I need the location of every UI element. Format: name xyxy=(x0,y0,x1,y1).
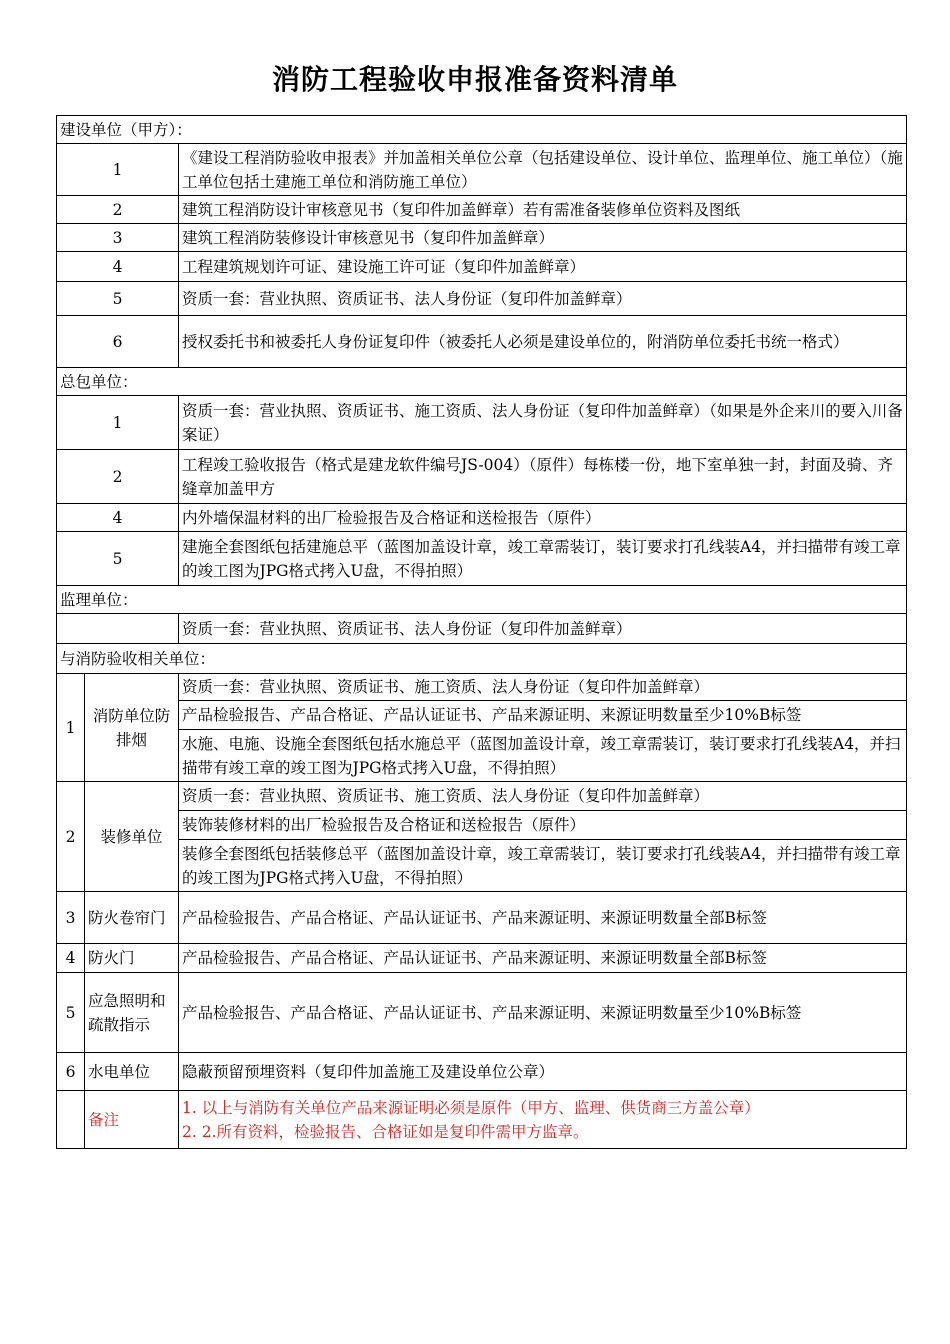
section-header-jianshe: 建设单位（甲方）： xyxy=(57,116,907,144)
row-number: 1 xyxy=(57,396,179,450)
section-header-row xyxy=(57,368,907,396)
table-row xyxy=(57,252,907,282)
row-text: 工程建筑规划许可证、建设施工许可证（复印件加盖鲜章） xyxy=(179,252,907,282)
remarks-content xyxy=(179,1091,907,1149)
row-number: 2 xyxy=(57,196,179,224)
row-number: 1 xyxy=(57,144,179,196)
table-row xyxy=(57,450,907,504)
row-text: 水施、电施、设施全套图纸包括水施总平（蓝图加盖设计章，竣工章需装订，装订要求打孔线装A4，并扫描带有竣工章的竣工图为JPG格式拷入U盘，不得拍照） xyxy=(179,730,907,782)
table-row xyxy=(57,730,907,782)
table-row xyxy=(57,1053,907,1091)
row-text: 资质一套：营业执照、资质证书、施工资质、法人身份证（复印件加盖鲜章） xyxy=(179,674,907,701)
group-unit: 防火门 xyxy=(85,944,179,973)
table-row xyxy=(57,396,907,450)
row-text: 装饰装修材料的出厂检验报告及合格证和送检报告（原件） xyxy=(179,811,907,840)
group-number: 1 xyxy=(57,674,85,782)
table-row xyxy=(57,224,907,252)
row-number: 4 xyxy=(57,504,179,532)
row-number: 4 xyxy=(57,252,179,282)
group-number: 3 xyxy=(57,892,85,944)
table-row xyxy=(57,973,907,1053)
table-row xyxy=(57,782,907,811)
row-text: 《建设工程消防验收申报表》并加盖相关单位公章（包括建设单位、设计单位、监理单位、施工单位）（施工单位包括土建施工单位和消防施工单位） xyxy=(179,144,907,196)
row-number: 2 xyxy=(57,450,179,504)
row-text: 资质一套：营业执照、资质证书、法人身份证（复印件加盖鲜章） xyxy=(179,614,907,644)
table-row xyxy=(57,674,907,701)
table-row xyxy=(57,892,907,944)
row-text: 建筑工程消防装修设计审核意见书（复印件加盖鲜章） xyxy=(179,224,907,252)
page-title: 消防工程验收申报准备资料清单 xyxy=(271,63,678,96)
remark-line: 2. 2.所有资料，检验报告、合格证如是复印件需甲方监章。 xyxy=(182,1122,589,1141)
row-text: 装修全套图纸包括装修总平（蓝图加盖设计章，竣工章需装订，装订要求打孔线装A4，并扫描带有竣工章的竣工图为JPG格式拷入U盘，不得拍照） xyxy=(179,840,907,892)
row-text: 产品检验报告、产品合格证、产品认证证书、产品来源证明、来源证明数量至少10%B标签 xyxy=(179,973,907,1053)
section-header-zongbao: 总包单位： xyxy=(57,368,907,396)
section-header-related: 与消防验收相关单位： xyxy=(57,644,907,674)
table-row xyxy=(57,532,907,586)
row-text: 建施全套图纸包括建施总平（蓝图加盖设计章，竣工章需装订，装订要求打孔线装A4，并扫描带有竣工章的竣工图为JPG格式拷入U盘，不得拍照） xyxy=(179,532,907,586)
section-header-row xyxy=(57,586,907,614)
table-row xyxy=(57,944,907,973)
table-row xyxy=(57,701,907,730)
row-number: 5 xyxy=(57,532,179,586)
table-row xyxy=(57,196,907,224)
table-row xyxy=(57,282,907,316)
row-text: 资质一套：营业执照、资质证书、法人身份证（复印件加盖鲜章） xyxy=(179,282,907,316)
group-unit: 装修单位 xyxy=(85,782,179,892)
row-text: 资质一套：营业执照、资质证书、施工资质、法人身份证（复印件加盖鲜章）（如果是外企来川的要入川备案证） xyxy=(179,396,907,450)
group-number: 4 xyxy=(57,944,85,973)
table-row xyxy=(57,316,907,368)
row-number xyxy=(57,614,179,644)
row-number: 5 xyxy=(57,282,179,316)
section-header-jianli: 监理单位： xyxy=(57,586,907,614)
section-header-row xyxy=(57,116,907,144)
row-text: 产品检验报告、产品合格证、产品认证证书、产品来源证明、来源证明数量全部B标签 xyxy=(179,944,907,973)
group-unit: 消防单位防排烟 xyxy=(85,674,179,782)
row-text: 授权委托书和被委托人身份证复印件（被委托人必须是建设单位的，附消防单位委托书统一格式） xyxy=(179,316,907,368)
group-unit: 防火卷帘门 xyxy=(85,892,179,944)
row-text: 建筑工程消防设计审核意见书（复印件加盖鲜章）若有需准备装修单位资料及图纸 xyxy=(179,196,907,224)
row-text: 隐蔽预留预埋资料（复印件加盖施工及建设单位公章） xyxy=(179,1053,907,1091)
table-row xyxy=(57,614,907,644)
row-text: 产品检验报告、产品合格证、产品认证证书、产品来源证明、来源证明数量全部B标签 xyxy=(179,892,907,944)
row-text: 产品检验报告、产品合格证、产品认证证书、产品来源证明、来源证明数量至少10%B标签 xyxy=(179,701,907,730)
remarks-spacer xyxy=(57,1091,85,1149)
group-number: 5 xyxy=(57,973,85,1053)
remarks-row xyxy=(57,1091,907,1149)
table-row xyxy=(57,811,907,840)
row-text: 内外墙保温材料的出厂检验报告及合格证和送检报告（原件） xyxy=(179,504,907,532)
group-number: 6 xyxy=(57,1053,85,1091)
checklist-table xyxy=(56,115,907,1149)
remarks-label: 备注 xyxy=(85,1091,179,1149)
table-row xyxy=(57,504,907,532)
row-number: 6 xyxy=(57,316,179,368)
row-text: 工程竣工验收报告（格式是建龙软件编号JS-004）（原件）每栋楼一份，地下室单独一封，封面及骑、齐缝章加盖甲方 xyxy=(179,450,907,504)
group-unit: 水电单位 xyxy=(85,1053,179,1091)
remark-line: 1. 以上与消防有关单位产品来源证明必须是原件（甲方、监理、供货商三方盖公章） xyxy=(182,1098,760,1117)
row-text: 资质一套：营业执照、资质证书、施工资质、法人身份证（复印件加盖鲜章） xyxy=(179,782,907,811)
table-row xyxy=(57,144,907,196)
group-unit: 应急照明和疏散指示 xyxy=(85,973,179,1053)
row-number: 3 xyxy=(57,224,179,252)
group-number: 2 xyxy=(57,782,85,892)
section-header-row xyxy=(57,644,907,674)
table-row xyxy=(57,840,907,892)
